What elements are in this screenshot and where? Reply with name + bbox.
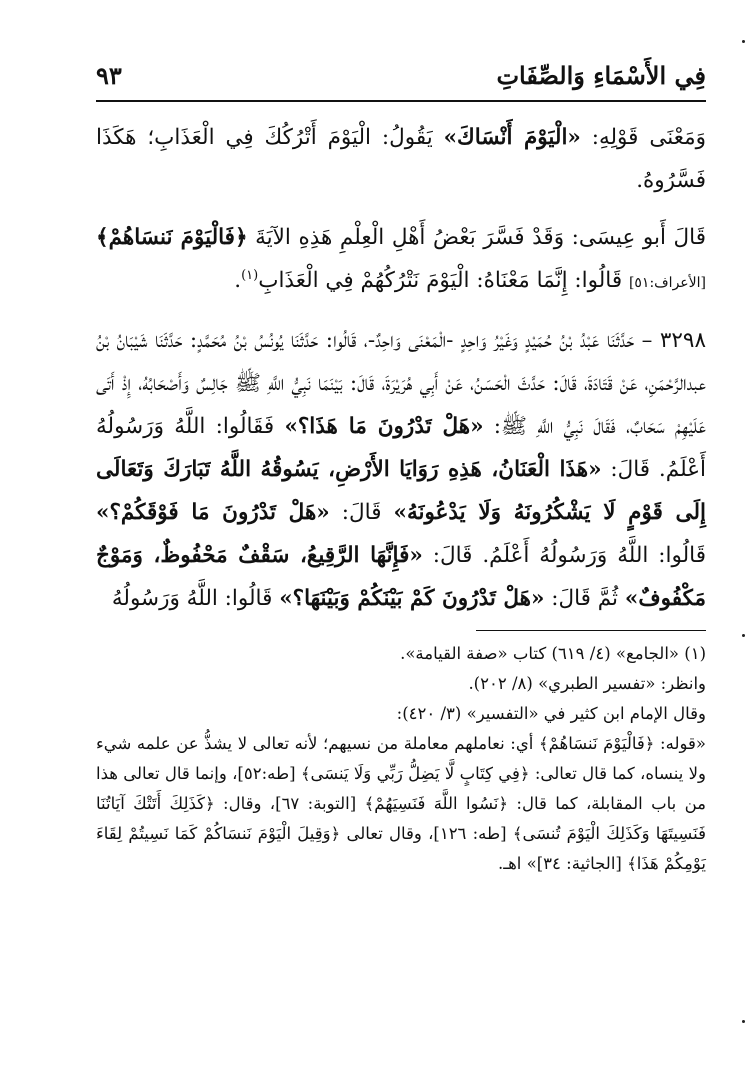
- header-title: فِي الأَسْمَاءِ وَالصِّفَاتِ: [496, 61, 706, 90]
- footnote-ibn-kathir-intro: وقال الإمام ابن كثير في «التفسير» (٣/ ٤٢٠):: [396, 704, 706, 723]
- book-page: [96, 54, 706, 1054]
- meaning-explanation: يَقُولُ: الْيَوْمَ أَتْرُكُكَ فِي الْعَذَابِ؛ هَكَذَا فَسَّرُوهُ.: [96, 125, 706, 193]
- footnote-rule: [476, 630, 706, 631]
- footnote-see-also: وانظر: «تفسير الطبري» (٨/ ٢٠٢).: [468, 674, 706, 693]
- header-rule: [96, 100, 706, 102]
- hadith-reply-1: فَقَالُوا: اللَّهُ وَرَسُولُهُ أَعْلَمُ. قَالَ:: [96, 414, 706, 482]
- abu-isa-end: .: [234, 268, 242, 293]
- hadith-3298: [96, 319, 706, 620]
- hadith-answer-2: «فَإِنَّهَا الرَّقِيعُ، سَقْفٌ مَحْفُوظٌ، وَمَوْجٌ مَكْفُوفٌ»: [96, 543, 706, 611]
- hadith-question-2: «هَلْ تَدْرُونَ مَا فَوْقَكُمْ؟»: [96, 500, 330, 525]
- paragraph-abu-isa: [96, 216, 706, 305]
- edge-mark-top: [742, 40, 745, 43]
- verse-reference: [الأعراف:٥١]: [628, 275, 706, 291]
- edge-mark-middle: [742, 634, 745, 637]
- running-header: [96, 54, 706, 98]
- hadith-reply-3: قَالُوا: اللَّهُ وَرَسُولُهُ: [111, 586, 280, 611]
- footnote-1: (١) «الجامع» (٤/ ٦١٩) كتاب «صفة القيامة».: [400, 644, 706, 663]
- quoted-phrase: «الْيَوْمَ أَنْسَاكَ»: [443, 125, 581, 150]
- hadith-chain: ٣٢٩٨ – حَدَّثَنَا عَبْدُ بْنُ حُمَيْدٍ وَغَيْرُ وَاحِدٍ -الْمَعْنَى وَاحِدٌ-، قَالُوا: حَدَّثَنَا يُونُسُ بْنُ مُحَمَّدٍ: حَدَّثَنَا شَيْبَانُ بْنُ عبدالرَّحْمَنِ، عَنْ قَتَادَةَ، قَالَ: حَدَّثَ الْحَسَنُ، عَنْ أَبِي هُرَيْرَةَ، قَالَ: بَيْنَمَا نَبِيُّ اللَّهِ ﷺ جَالِسٌ وَأَصْحَابُهُ، إِذْ أَتَى عَلَيْهِمْ سَحَابٌ، فَقَالَ نَبِيُّ اللَّهِ ﷺ:: [96, 328, 707, 439]
- footnote-marker: (١): [241, 267, 259, 283]
- footnote-ibn-kathir-quote: «قوله: ﴿فَالْيَوْمَ نَنسَاهُمْ﴾ أي: نعاملهم معاملة من نسيهم؛ لأنه تعالى لا يشذُّ عن علمه شيء ولا ينساه، كما قال تعالى: ﴿فِي كِتَابٍ لَّا يَضِلُّ رَبِّي وَلَا يَنسَى﴾ [طه:٥٢]، وإنما قال تعالى هذا من باب المقابلة، كما قال: ﴿نَسُوا اللَّهَ فَنَسِيَهُمْ﴾ [التوبة: ٦٧]، وقال: ﴿كَذَلِكَ أَتَتْكَ آيَاتُنَا فَنَسِيتَهَا وَكَذَلِكَ الْيَوْمَ تُنسَى﴾ [طه: ١٢٦]، وقال تعالى ﴿وَقِيلَ الْيَوْمَ نَنسَاكُمْ كَمَا نَسِيتُمْ لِقَاءَ يَوْمِكُمْ هَذَا﴾ [الجاثية: ٣٤]» اهـ.: [96, 734, 706, 873]
- hadith-said-1: قَالَ:: [329, 500, 394, 525]
- hadith-reply-2: قَالُوا: اللَّهُ وَرَسُولُهُ أَعْلَمُ. قَالَ:: [422, 543, 706, 568]
- hadith-question-3: «هَلْ تَدْرُونَ كَمْ بَيْنَكُمْ وَبَيْنَهَا؟»: [279, 586, 545, 611]
- quran-verse: ﴿فَالْيَوْمَ نَنسَاهُمْ﴾: [96, 225, 248, 250]
- edge-mark-bottom: [742, 1020, 745, 1023]
- paragraph-meaning: [96, 116, 706, 202]
- page-number: ٩٣: [96, 61, 122, 90]
- hadith-question-1: «هَلْ تَدْرُونَ مَا هَذَا؟»: [284, 414, 484, 439]
- hadith-said-2: ثُمَّ قَالَ:: [544, 586, 625, 611]
- hadith-answer-1: «هَذَا الْعَنَانُ، هَذِهِ رَوَايَا الأَرْضِ، يَسُوقُهُ اللَّهُ تَبَارَكَ وَتَعَالَى إِلَى قَوْمٍ لَا يَشْكُرُونَهُ وَلَا يَدْعُونَهُ»: [96, 457, 706, 525]
- footnotes: [96, 639, 706, 879]
- abu-isa-intro: قَالَ أَبو عِيسَى: وَقَدْ فَسَّرَ بَعْضُ أَهْلِ الْعِلْمِ هَذِهِ الآيَةَ: [247, 225, 706, 250]
- main-text: [96, 116, 706, 620]
- abu-isa-explanation: قَالُوا: إِنَّمَا مَعْنَاهُ: الْيَوْمَ نَتْرُكُهُمْ فِي الْعَذَابِ: [258, 268, 629, 293]
- meaning-intro: وَمَعْنَى قَوْلِهِ:: [580, 125, 706, 150]
